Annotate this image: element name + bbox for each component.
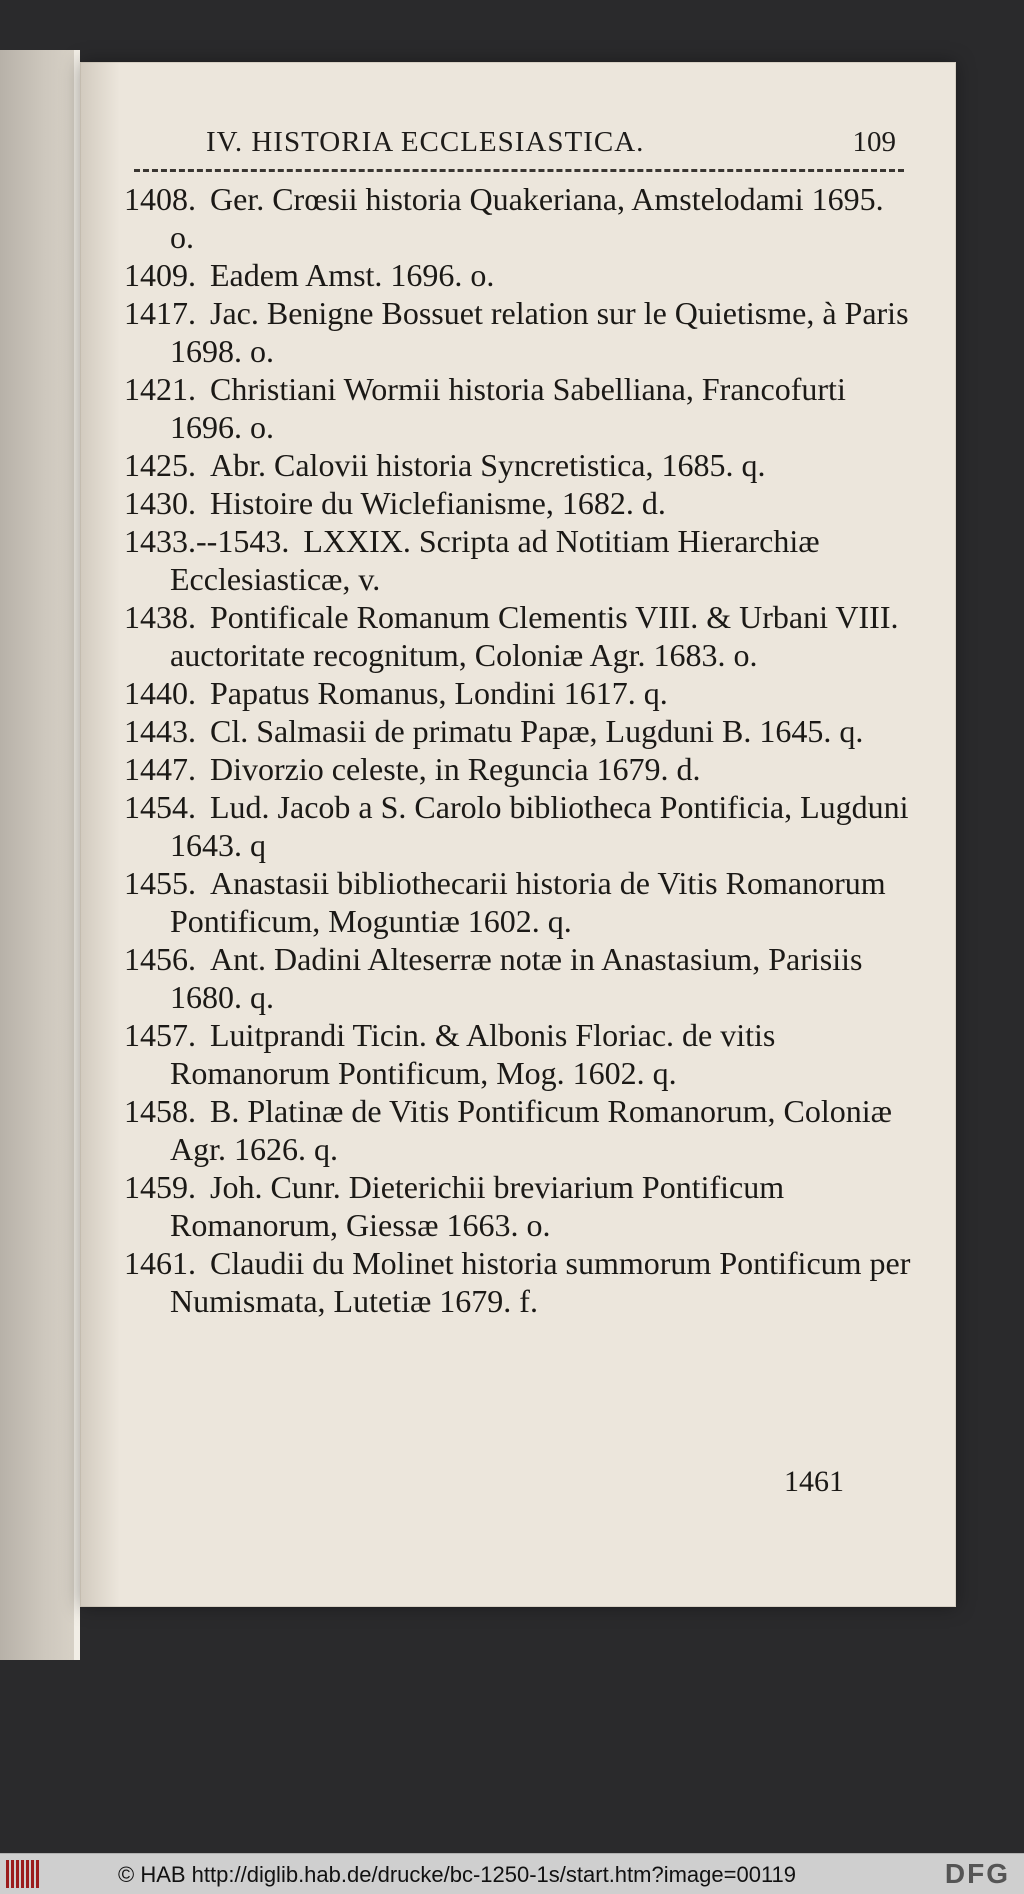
book-page [80,62,956,1607]
entry-number: 1459. [124,1169,196,1205]
catalog-entry [124,598,914,674]
entry-number: 1454. [124,789,196,825]
catalog-entry [124,446,914,484]
catalog-entry [124,522,914,598]
entry-text: Ant. Dadini Alteserræ notæ in Anastasium, Parisiis 1680. q. [170,941,863,1015]
entry-text: Jac. Benigne Bossuet relation sur le Quietisme, à Paris 1698. o. [170,295,909,369]
catalog-entry [124,1244,914,1320]
entry-number: 1440. [124,675,196,711]
entry-number: 1447. [124,751,196,787]
entry-text: Christiani Wormii historia Sabelliana, Francofurti 1696. o. [170,371,846,445]
entry-text: Eadem Amst. 1696. o. [210,257,495,293]
entry-number: 1421. [124,371,196,407]
catalog-entry [124,484,914,522]
catalog-entry [124,294,914,370]
catalog-entry [124,864,914,940]
entry-text: Ger. Crœsii historia Quakeriana, Amstelodami 1695. o. [170,181,884,255]
entry-text: B. Platinæ de Vitis Pontificum Romanorum, Coloniæ Agr. 1626. q. [170,1093,892,1167]
catalog-entry [124,750,914,788]
entry-number: 1457. [124,1017,196,1053]
viewer-footer [0,1853,1024,1894]
entry-number: 1458. [124,1093,196,1129]
catalog-entry [124,1016,914,1092]
entry-text: Lud. Jacob a S. Carolo bibliotheca Pontificia, Lugduni 1643. q [170,789,909,863]
entry-number: 1456. [124,941,196,977]
entry-text: Anastasii bibliothecarii historia de Vitis Romanorum Pontificum, Moguntiæ 1602. q. [170,865,886,939]
dfg-logo: DFG [944,1858,1010,1889]
catalog-entry [124,788,914,864]
entry-number: 1417. [124,295,196,331]
entry-text: Divorzio celeste, in Reguncia 1679. d. [210,751,701,787]
entry-text: Pontificale Romanum Clementis VIII. & Urbani VIII. auctoritate recognitum, Coloniæ Agr. 1683. o. [170,599,899,673]
entry-number: 1408. [124,181,196,217]
entry-text: Luitprandi Ticin. & Albonis Floriac. de vitis Romanorum Pontificum, Mog. 1602. q. [170,1017,776,1091]
entry-number: 1409. [124,257,196,293]
entry-text: Joh. Cunr. Dieterichii breviarium Pontificum Romanorum, Giessæ 1663. o. [170,1169,785,1243]
catalog-entry [124,1092,914,1168]
catchword: 1461 [784,1465,844,1498]
entry-number: 1433.--1543. [124,523,290,559]
catalog-entry [124,712,914,750]
catalog-entry [124,940,914,1016]
source-link[interactable]: © HAB http://diglib.hab.de/drucke/bc-1250-1s/start.htm?image=00119 [118,1862,797,1887]
header-title: IV. HISTORIA ECCLESIASTICA. [206,126,645,158]
entry-text: Papatus Romanus, Londini 1617. q. [210,675,668,711]
entry-text: Claudii du Molinet historia summorum Pontificum per Numismata, Lutetiæ 1679. f. [170,1245,911,1319]
entry-text: Cl. Salmasii de primatu Papæ, Lugduni B. 1645. q. [210,713,864,749]
catalog-entry [124,370,914,446]
catalog-entry [124,180,914,256]
entry-text: Abr. Calovii historia Syncretistica, 1685. q. [210,447,766,483]
page-number: 109 [852,126,896,158]
entry-number: 1438. [124,599,196,635]
entry-number: 1430. [124,485,196,521]
gutter-shade [80,62,120,1607]
header-rule [134,169,904,172]
running-header [206,122,896,162]
barcode-logo-icon [6,1860,50,1888]
entry-number: 1425. [124,447,196,483]
entry-text: Histoire du Wiclefianisme, 1682. d. [210,485,666,521]
catalog-entry [124,674,914,712]
entry-number: 1461. [124,1245,196,1281]
adjacent-page-edge [0,50,80,1660]
catalog-entry [124,1168,914,1244]
catalog-entry [124,256,914,294]
entry-number: 1455. [124,865,196,901]
catalog-entries [124,180,914,1320]
entry-text: LXXIX. Scripta ad Notitiam Hierarchiæ Ecclesiasticæ, v. [170,523,820,597]
entry-number: 1443. [124,713,196,749]
